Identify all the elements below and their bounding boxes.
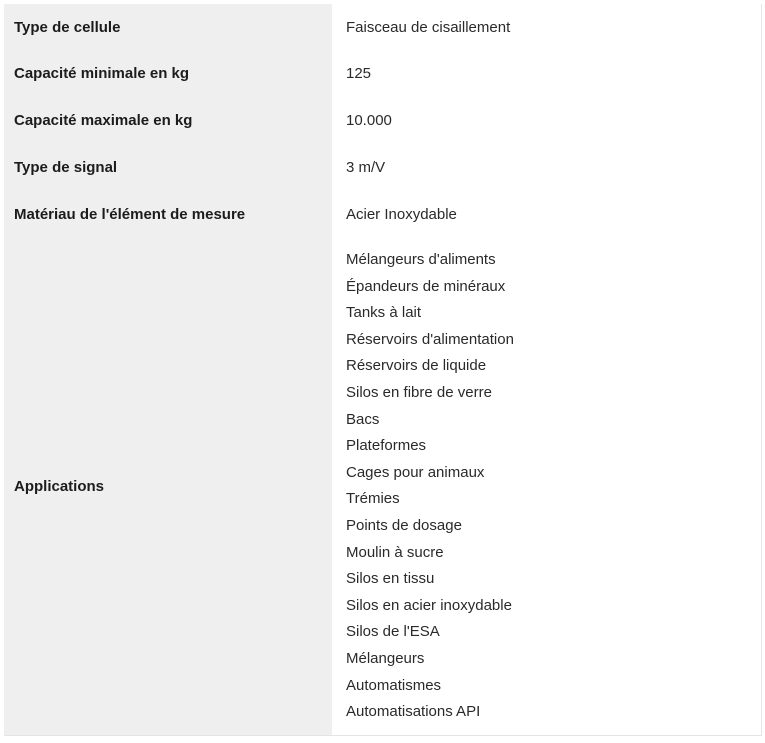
spec-row-cell-type bbox=[4, 4, 762, 50]
specifications-table bbox=[4, 4, 762, 736]
list-item: Épandeurs de minéraux bbox=[346, 277, 506, 295]
spec-value: 10.000 bbox=[332, 97, 762, 144]
list-item: Points de dosage bbox=[346, 516, 462, 534]
list-item: Mélangeurs bbox=[346, 649, 425, 667]
spec-row-max-capacity bbox=[4, 97, 762, 144]
list-item: Mélangeurs d'aliments bbox=[346, 251, 496, 268]
list-item: Plateformes bbox=[346, 437, 427, 455]
applications-list bbox=[346, 238, 761, 735]
spec-value: 3 m/V bbox=[332, 144, 762, 191]
spec-row-min-capacity bbox=[4, 50, 762, 97]
list-item: Automatismes bbox=[346, 676, 442, 694]
spec-row-signal-type bbox=[4, 144, 762, 191]
spec-row-material bbox=[4, 191, 762, 238]
list-item: Bacs bbox=[346, 410, 380, 428]
list-item: Réservoirs de liquide bbox=[346, 357, 487, 375]
spec-label: Capacité maximale en kg bbox=[4, 97, 332, 144]
spec-label: Type de signal bbox=[4, 144, 332, 191]
spec-row-applications bbox=[4, 238, 762, 735]
spec-label: Applications bbox=[4, 238, 332, 735]
list-item: Tanks à lait bbox=[346, 304, 422, 322]
list-item: Silos en tissu bbox=[346, 570, 435, 588]
spec-label: Type de cellule bbox=[4, 4, 332, 50]
spec-value: Faisceau de cisaillement bbox=[332, 4, 762, 50]
list-item: Cages pour animaux bbox=[346, 463, 485, 481]
spec-label: Capacité minimale en kg bbox=[4, 50, 332, 97]
spec-value: Acier Inoxydable bbox=[332, 191, 762, 238]
list-item: Silos en fibre de verre bbox=[346, 383, 492, 401]
spec-label: Matériau de l'élément de mesure bbox=[4, 191, 332, 238]
list-item: Moulin à sucre bbox=[346, 543, 444, 561]
list-item: Silos en acier inoxydable bbox=[346, 596, 512, 614]
list-item: Réservoirs d'alimentation bbox=[346, 330, 514, 348]
spec-value: 125 bbox=[332, 50, 762, 97]
list-item: Silos de l'ESA bbox=[346, 623, 440, 641]
list-item: Automatisations API bbox=[346, 703, 481, 721]
list-item: Trémies bbox=[346, 490, 400, 508]
applications-cell bbox=[332, 238, 762, 735]
